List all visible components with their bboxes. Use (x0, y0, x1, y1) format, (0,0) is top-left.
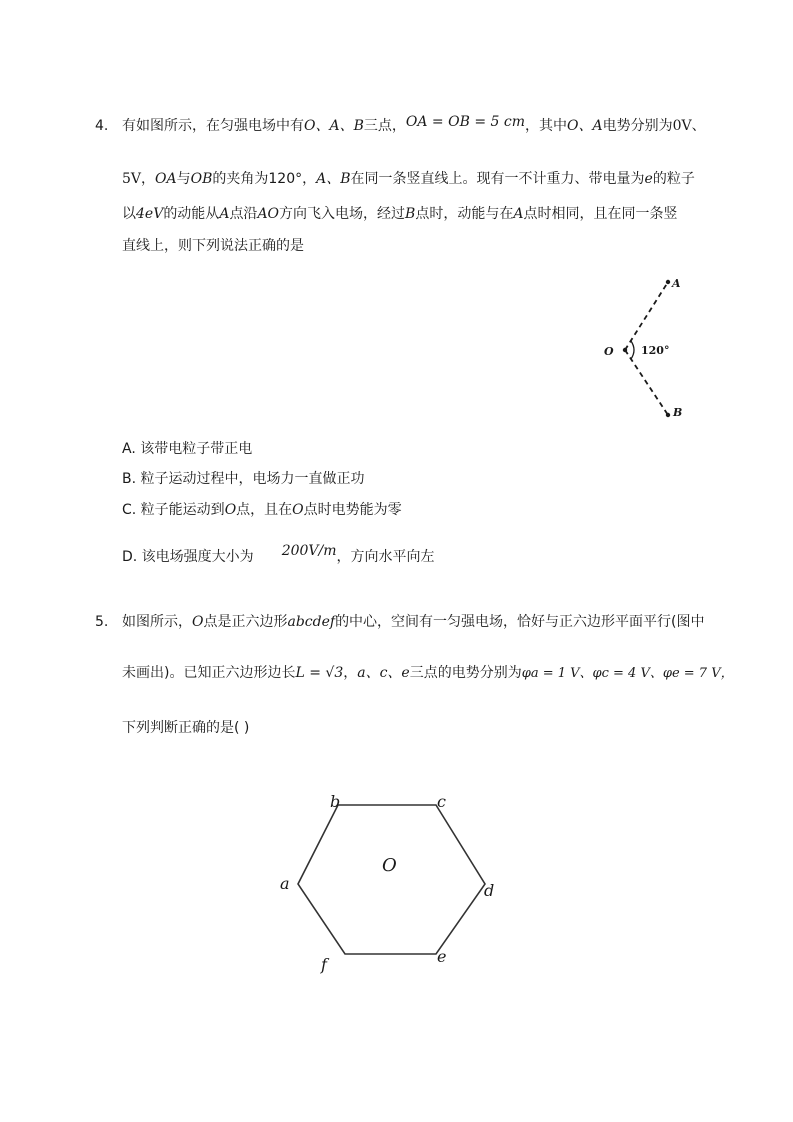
q4-text: 与 (176, 171, 191, 187)
center-o-label: O (382, 855, 397, 876)
vertex-d-label: d (484, 881, 495, 900)
q4-segment: OB (190, 171, 213, 187)
vertex-f-label: f (321, 955, 327, 974)
q5-text: 点是正六边形 (203, 614, 288, 630)
q4-number: 4. (95, 118, 109, 134)
q4-text: 以 (122, 206, 136, 222)
q4-text: 点沿 (229, 206, 258, 222)
q4-option-d-text: D. 该电场强度大小为 (122, 549, 254, 565)
q4-text: ，其中 (524, 118, 567, 134)
label-o: O (604, 345, 614, 358)
label-b: B (673, 406, 683, 419)
q5-line-3: 下列判断正确的是( ) (122, 720, 250, 736)
q4-text: 的夹角为120°， (212, 171, 317, 187)
q5-line-2 (122, 664, 734, 683)
point-a (666, 280, 670, 284)
point-o (623, 348, 627, 352)
q5-text: 未画出)。已知正六边形边长 (122, 665, 296, 681)
q4-points: O、A (566, 118, 603, 134)
hexagon (298, 805, 485, 954)
q4-point: B (405, 206, 416, 222)
q4-text: 在同一条竖直线上。现有一不计重力、带电量为 (350, 171, 645, 187)
q4-text: 的粒子 (652, 171, 695, 187)
q4-line-4: 直线上，则下列说法正确的是 (122, 238, 304, 254)
q4-point: A (513, 206, 524, 222)
q4-line-3 (122, 205, 677, 223)
angle-arc (631, 341, 634, 359)
q4-point: O (224, 502, 237, 518)
q4-voltage: 0V、 (672, 118, 706, 134)
q4-text: 方向飞入电场，经过 (279, 206, 406, 222)
q4-segment: OA (155, 171, 177, 187)
q5-number: 5. (95, 614, 109, 630)
segment-oa (625, 282, 668, 350)
q4-formula: OA = OB = 5 cm (405, 114, 525, 130)
q5-hexagon-diagram (270, 785, 510, 985)
q4-charge: e (644, 171, 653, 187)
q4-energy: 4eV (136, 206, 164, 222)
q4-option-c-text: 点时电势能为零 (303, 502, 402, 518)
label-a: A (672, 277, 681, 290)
q5-text: 的中心，空间有一匀强电场，恰好与正六边形平面平行(图中 (335, 614, 705, 630)
q4-text: 点时，动能与在 (415, 206, 514, 222)
q4-points: O、A、B (304, 118, 364, 134)
q5-center: O (192, 614, 204, 630)
q5-potentials: φa = 1 V、φc = 4 V、φe = 7 V， (521, 666, 734, 681)
q4-text: 三点， (363, 118, 406, 134)
q5-text: 三点的电势分别为 (409, 665, 522, 681)
q4-voltage: 5V， (122, 171, 156, 187)
q4-option-c-text: C. 粒子能运动到 (122, 502, 225, 518)
q4-field-strength: 200V/m (281, 543, 337, 559)
q4-text: 电势分别为 (602, 118, 673, 134)
q5-text: ， (343, 665, 358, 681)
q5-line-1 (122, 613, 705, 631)
q4-point: A (219, 206, 230, 222)
q5-hexagon-name: abcdef (287, 614, 336, 630)
vertex-e-label: e (437, 947, 447, 966)
q4-point: O (292, 502, 304, 518)
q4-option-b: B. 粒子运动过程中，电场力一直做正功 (122, 471, 365, 487)
q4-option-c (122, 501, 402, 519)
vertex-a-label: a (280, 874, 290, 893)
q4-line-1 (122, 114, 706, 135)
q4-segment: AO (257, 206, 280, 222)
vertex-c-label: c (437, 792, 446, 811)
q5-points: a、c、e (357, 665, 410, 681)
point-b (666, 413, 670, 417)
q5-text: 如图所示， (122, 614, 192, 630)
q5-side-length: L = √3 (295, 665, 344, 681)
q4-angle-diagram (595, 270, 695, 430)
q4-option-a: A. 该带电粒子带正电 (122, 441, 253, 457)
q4-option-d-text: ，方向水平向左 (336, 549, 435, 565)
q4-line-2 (122, 170, 695, 188)
q4-option-c-text: 点，且在 (236, 502, 293, 518)
q4-text: 有如图所示，在匀强电场中有 (122, 118, 304, 134)
q4-option-d (122, 543, 435, 566)
q4-text: 的动能从 (163, 206, 220, 222)
q4-points: A、B (316, 171, 351, 187)
vertex-b-label: b (330, 792, 341, 811)
label-angle: 120° (641, 344, 670, 357)
q4-text: 点时相同，且在同一条竖 (523, 206, 678, 222)
segment-ob (625, 350, 668, 415)
